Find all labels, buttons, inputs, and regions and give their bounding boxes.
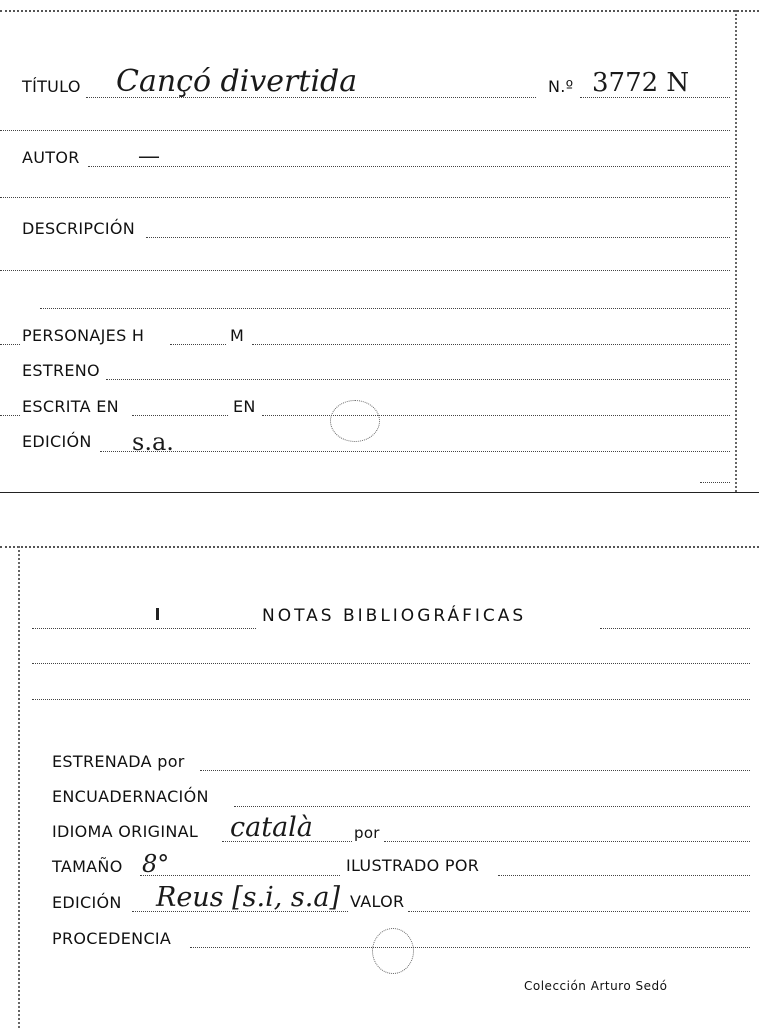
titulo-label: TÍTULO (22, 77, 81, 96)
edicion-line (100, 451, 730, 452)
valor-label: VALOR (350, 892, 405, 911)
card-separator (0, 492, 759, 493)
edicion-label: EDICIÓN (22, 432, 92, 451)
ruled-line (32, 699, 750, 700)
personajes-lead-line (0, 344, 20, 345)
idioma-por-line (384, 841, 750, 842)
personajes-label: PERSONAJES H (22, 326, 145, 345)
tamano-value: 8° (142, 850, 170, 878)
numero-label: N.º (548, 77, 574, 96)
edicion-label: EDICIÓN (52, 893, 122, 912)
notas-heading: NOTAS BIBLIOGRÁFICAS (262, 606, 527, 626)
ilustrado-line (498, 875, 750, 876)
ruled-line (0, 130, 730, 131)
ink-mark (156, 608, 159, 620)
autor-label: AUTOR (22, 148, 80, 167)
ruled-line (600, 628, 750, 629)
collection-footer: Colección Arturo Sedó (524, 979, 668, 993)
estrenada-label: ESTRENADA por (52, 752, 185, 771)
idioma-value: català (230, 812, 313, 843)
edicion-value: s.a. (132, 428, 174, 456)
catalog-card-back (0, 530, 759, 1028)
procedencia-line (190, 947, 750, 948)
escrita-en2-label: EN (233, 397, 256, 416)
faded-stamp (372, 928, 414, 974)
valor-line (408, 911, 750, 912)
card-top-edge (0, 10, 759, 12)
ruled-line (0, 270, 730, 271)
estrenada-line (200, 770, 750, 771)
edicion-value: Reus [s.i, s.a] (156, 882, 340, 913)
tamano-label: TAMAÑO (52, 857, 123, 876)
ruled-line (40, 308, 730, 309)
descripcion-line (146, 237, 730, 238)
estreno-line (106, 379, 730, 380)
idioma-por-label: por (354, 824, 380, 842)
descripcion-label: DESCRIPCIÓN (22, 219, 135, 238)
ruled-line (32, 628, 256, 629)
estreno-label: ESTRENO (22, 361, 100, 380)
card-right-edge (735, 10, 737, 492)
idioma-label: IDIOMA ORIGINAL (52, 822, 199, 841)
personajes-h-line (170, 344, 226, 345)
personajes-m-line (252, 344, 730, 345)
procedencia-label: PROCEDENCIA (52, 929, 172, 948)
card-top-edge (0, 546, 759, 548)
catalog-card-front (0, 0, 759, 492)
encuadernacion-label: ENCUADERNACIÓN (52, 787, 209, 806)
escrita-en-line (132, 415, 228, 416)
encuadernacion-line (234, 806, 750, 807)
numero-value: 3772 N (592, 68, 690, 98)
ruled-line (700, 482, 730, 483)
faded-stamp (330, 400, 380, 442)
autor-line (88, 166, 730, 167)
ruled-line (32, 663, 750, 664)
ilustrado-label: ILUSTRADO POR (346, 856, 480, 875)
escrita-en-label: ESCRITA EN (22, 397, 119, 416)
autor-value: — (138, 144, 160, 169)
personajes-m-label: M (230, 326, 245, 345)
escrita-lead-line (0, 415, 20, 416)
titulo-value: Cançó divertida (116, 64, 358, 99)
ruled-line (0, 197, 730, 198)
tamano-line (140, 875, 340, 876)
card-left-edge (18, 546, 20, 1028)
